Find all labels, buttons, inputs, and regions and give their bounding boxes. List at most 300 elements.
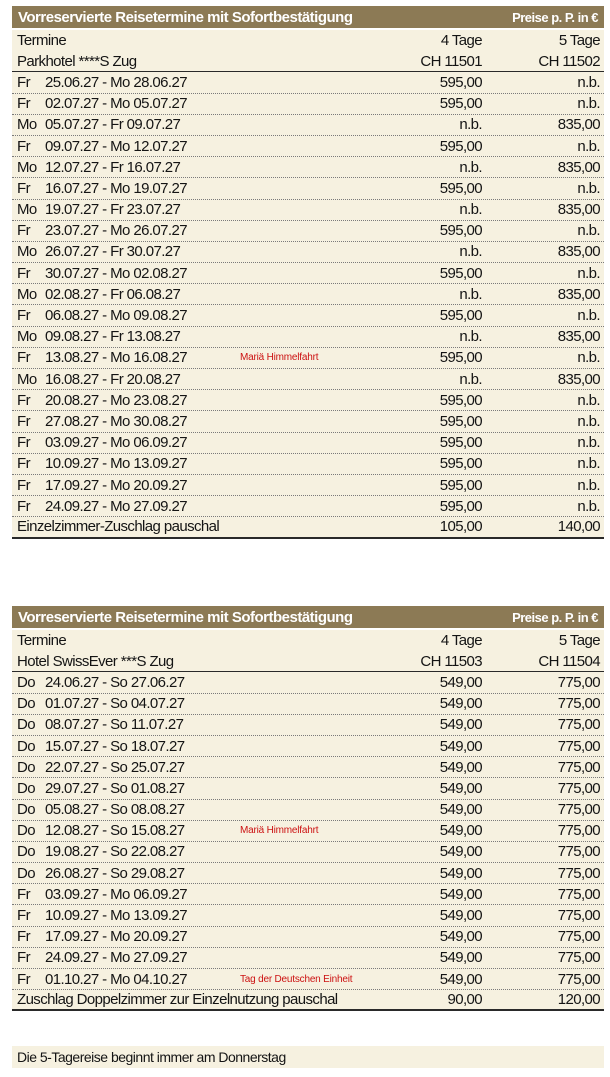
date-range [17, 74, 187, 91]
start-date: 26.08.27 [45, 864, 99, 882]
column-head-5-tage: 5 Tage [558, 32, 600, 50]
date-separator: - [98, 822, 111, 840]
end-date: 22.08.27 [130, 843, 185, 861]
table-row [12, 905, 604, 926]
holiday-note: Tag der Deutschen Einheit [240, 973, 353, 985]
date-separator: - [98, 264, 111, 282]
end-weekday: Mo [110, 928, 130, 946]
price-5-tage: n.b. [577, 455, 600, 473]
table-row [12, 200, 604, 221]
price-5-tage: 835,00 [557, 116, 600, 134]
surcharge-price-5-tage: 140,00 [557, 518, 600, 536]
table-row [12, 242, 604, 263]
date-rows [12, 672, 604, 990]
price-5-tage: 835,00 [557, 285, 600, 303]
date-separator: - [98, 95, 111, 113]
start-weekday: Fr [17, 970, 30, 988]
price-5-tage: 775,00 [557, 801, 600, 819]
price-5-tage: n.b. [577, 264, 600, 282]
price-4-tage: 595,00 [439, 95, 482, 113]
start-weekday: Do [17, 716, 35, 734]
date-range [17, 201, 180, 218]
start-date: 16.07.27 [45, 179, 99, 197]
price-4-tage: 595,00 [439, 455, 482, 473]
price-5-tage: 775,00 [557, 928, 600, 946]
date-separator: - [98, 801, 111, 819]
end-date: 08.08.27 [130, 801, 185, 819]
start-weekday: Mo [17, 201, 37, 219]
date-range [17, 159, 180, 176]
date-range [17, 843, 184, 860]
date-range [17, 116, 180, 133]
date-separator: - [98, 391, 111, 409]
hotel-name: Hotel SwissEver ***S Zug [17, 652, 174, 670]
price-5-tage: n.b. [577, 95, 600, 113]
holiday-note: Mariä Himmelfahrt [240, 352, 319, 364]
start-date: 24.09.27 [45, 497, 99, 515]
date-range [17, 477, 187, 494]
price-4-tage: n.b. [459, 328, 482, 346]
footnote: Die 5-Tagereise beginnt immer am Donnerstag [12, 1046, 604, 1068]
price-4-tage: n.b. [459, 243, 482, 261]
table-row [12, 948, 604, 969]
table-row [12, 800, 604, 821]
table-row [12, 305, 604, 326]
date-separator: - [98, 843, 111, 861]
start-weekday: Do [17, 737, 35, 755]
trip-code-5-tage: CH 11504 [538, 652, 600, 670]
end-weekday: Mo [110, 434, 130, 452]
price-4-tage: 549,00 [439, 864, 482, 882]
end-weekday: Mo [110, 222, 130, 240]
start-weekday: Fr [17, 137, 30, 155]
start-date: 26.07.27 [45, 243, 99, 261]
date-separator: - [98, 907, 111, 925]
table-row [12, 778, 604, 799]
start-date: 12.07.27 [45, 158, 99, 176]
price-4-tage: n.b. [459, 285, 482, 303]
end-date: 02.08.27 [133, 264, 187, 282]
start-date: 20.08.27 [45, 391, 99, 409]
table-row [12, 694, 604, 715]
end-date: 16.08.27 [133, 349, 187, 367]
price-5-tage: 775,00 [557, 843, 600, 861]
date-separator: - [98, 864, 111, 882]
price-5-tage: 775,00 [557, 907, 600, 925]
table-row [12, 433, 604, 454]
end-date: 15.08.27 [130, 822, 185, 840]
price-5-tage: n.b. [577, 73, 600, 91]
start-weekday: Mo [17, 285, 37, 303]
date-range [17, 738, 184, 755]
price-5-tage: n.b. [577, 307, 600, 325]
end-date: 01.08.27 [130, 779, 185, 797]
table-row [12, 715, 604, 736]
start-date: 16.08.27 [45, 370, 99, 388]
table-header-bar [12, 606, 604, 630]
price-4-tage: n.b. [459, 201, 482, 219]
start-date: 01.07.27 [45, 695, 99, 713]
end-date: 05.07.27 [133, 95, 187, 113]
start-weekday: Fr [17, 885, 30, 903]
start-date: 15.07.27 [45, 737, 99, 755]
date-range [17, 180, 187, 197]
end-date: 30.08.27 [133, 412, 187, 430]
table-header-bar [12, 6, 604, 30]
end-weekday: Mo [110, 264, 130, 282]
price-5-tage: 775,00 [557, 673, 600, 691]
price-5-tage: n.b. [577, 137, 600, 155]
date-range [17, 138, 187, 155]
trip-code-4-tage: CH 11501 [420, 52, 482, 70]
date-range [17, 759, 184, 776]
start-weekday: Fr [17, 222, 30, 240]
date-range [17, 865, 184, 882]
start-date: 02.08.27 [45, 285, 99, 303]
surcharge-price-4-tage: 90,00 [447, 991, 482, 1009]
end-weekday: So [110, 716, 128, 734]
start-weekday: Fr [17, 391, 30, 409]
date-separator: - [98, 116, 111, 134]
start-date: 09.08.27 [45, 328, 99, 346]
date-range [17, 371, 180, 388]
end-date: 04.10.27 [133, 970, 187, 988]
table-row [12, 369, 604, 390]
date-range [17, 949, 187, 966]
start-weekday: Mo [17, 158, 37, 176]
start-date: 27.08.27 [45, 412, 99, 430]
price-note: Preise p. P. in € [512, 609, 598, 625]
price-4-tage: 549,00 [439, 758, 482, 776]
start-date: 05.07.27 [45, 116, 99, 134]
end-weekday: Mo [110, 95, 130, 113]
price-4-tage: 549,00 [439, 928, 482, 946]
end-date: 18.07.27 [130, 737, 185, 755]
price-4-tage: 595,00 [439, 497, 482, 515]
price-5-tage: 835,00 [557, 370, 600, 388]
start-weekday: Fr [17, 907, 30, 925]
start-date: 24.06.27 [45, 673, 99, 691]
end-weekday: Fr [110, 116, 124, 134]
end-date: 30.07.27 [126, 243, 181, 261]
start-weekday: Do [17, 801, 35, 819]
end-date: 09.08.27 [133, 307, 187, 325]
surcharge-price-5-tage: 120,00 [557, 991, 600, 1009]
table-row [12, 348, 604, 369]
hotel-name: Parkhotel ****S Zug [17, 52, 137, 70]
column-label-termine: Termine [17, 32, 67, 50]
end-weekday: Mo [110, 497, 130, 515]
date-range [17, 780, 184, 797]
date-separator: - [98, 370, 111, 388]
end-weekday: So [110, 779, 128, 797]
table-row [12, 115, 604, 136]
start-date: 13.08.27 [45, 349, 99, 367]
table-row [12, 475, 604, 496]
date-range [17, 801, 184, 818]
price-5-tage: n.b. [577, 349, 600, 367]
start-weekday: Fr [17, 179, 30, 197]
table-row [12, 136, 604, 157]
price-5-tage: n.b. [577, 434, 600, 452]
end-weekday: Mo [110, 137, 130, 155]
holiday-note: Mariä Himmelfahrt [240, 825, 319, 837]
date-separator: - [98, 328, 111, 346]
end-weekday: Fr [110, 285, 124, 303]
date-range [17, 695, 184, 712]
table-row [12, 411, 604, 432]
price-4-tage: 549,00 [439, 907, 482, 925]
start-date: 10.09.27 [45, 455, 99, 473]
start-weekday: Fr [17, 349, 30, 367]
table-row [12, 157, 604, 178]
start-date: 24.09.27 [45, 949, 99, 967]
surcharge-row [12, 990, 604, 1011]
date-range [17, 434, 187, 451]
start-date: 10.09.27 [45, 907, 99, 925]
start-date: 17.09.27 [45, 928, 99, 946]
table-row [12, 72, 604, 93]
surcharge-label: Einzelzimmer-Zuschlag pauschal [17, 518, 220, 536]
date-separator: - [98, 695, 111, 713]
start-weekday: Do [17, 822, 35, 840]
table-title: Vorreservierte Reisetermine mit Sofortbestätigung [18, 8, 353, 26]
start-date: 05.08.27 [45, 801, 99, 819]
table-row [12, 969, 604, 990]
price-4-tage: 595,00 [439, 179, 482, 197]
date-range [17, 822, 184, 839]
table-row [12, 927, 604, 948]
end-date: 06.08.27 [126, 285, 181, 303]
price-5-tage: 775,00 [557, 864, 600, 882]
hotel-row [12, 651, 604, 672]
trip-code-4-tage: CH 11503 [420, 652, 482, 670]
end-date: 27.09.27 [133, 497, 187, 515]
date-range [17, 349, 187, 366]
end-weekday: So [110, 843, 128, 861]
date-separator: - [98, 476, 111, 494]
end-weekday: Fr [110, 158, 124, 176]
start-weekday: Mo [17, 243, 37, 261]
start-weekday: Do [17, 673, 35, 691]
start-date: 09.07.27 [45, 137, 99, 155]
price-5-tage: 775,00 [557, 949, 600, 967]
price-5-tage: n.b. [577, 476, 600, 494]
end-date: 20.08.27 [126, 370, 181, 388]
start-date: 06.08.27 [45, 307, 99, 325]
end-weekday: Fr [110, 328, 124, 346]
start-date: 19.08.27 [45, 843, 99, 861]
price-5-tage: 835,00 [557, 328, 600, 346]
date-separator: - [98, 201, 111, 219]
date-separator: - [98, 673, 111, 691]
price-5-tage: 775,00 [557, 695, 600, 713]
start-weekday: Do [17, 758, 35, 776]
end-weekday: So [110, 737, 128, 755]
table-row [12, 454, 604, 475]
date-range [17, 907, 187, 924]
end-weekday: Mo [110, 949, 130, 967]
start-date: 03.09.27 [45, 434, 99, 452]
price-4-tage: 595,00 [439, 307, 482, 325]
start-weekday: Do [17, 843, 35, 861]
date-range [17, 498, 187, 515]
price-4-tage: 549,00 [439, 737, 482, 755]
price-4-tage: 549,00 [439, 695, 482, 713]
price-4-tage: n.b. [459, 116, 482, 134]
price-4-tage: 595,00 [439, 476, 482, 494]
end-weekday: Mo [110, 885, 130, 903]
start-weekday: Fr [17, 412, 30, 430]
end-weekday: Mo [110, 970, 130, 988]
table-row [12, 757, 604, 778]
price-4-tage: 595,00 [439, 264, 482, 282]
start-weekday: Fr [17, 497, 30, 515]
price-5-tage: n.b. [577, 179, 600, 197]
surcharge-price-4-tage: 105,00 [439, 518, 482, 536]
date-separator: - [98, 970, 111, 988]
start-date: 02.07.27 [45, 95, 99, 113]
table-row [12, 178, 604, 199]
date-range [17, 286, 180, 303]
date-separator: - [98, 779, 111, 797]
date-separator: - [98, 349, 111, 367]
start-weekday: Fr [17, 476, 30, 494]
date-range [17, 413, 187, 430]
column-header-row [12, 630, 604, 651]
price-4-tage: 595,00 [439, 222, 482, 240]
table-row [12, 884, 604, 905]
start-weekday: Fr [17, 307, 30, 325]
table-row [12, 94, 604, 115]
end-date: 04.07.27 [130, 695, 185, 713]
date-range [17, 971, 187, 988]
date-separator: - [98, 455, 111, 473]
price-4-tage: 549,00 [439, 843, 482, 861]
end-date: 16.07.27 [126, 158, 181, 176]
date-separator: - [98, 222, 111, 240]
date-separator: - [98, 737, 111, 755]
end-date: 06.09.27 [133, 434, 187, 452]
start-date: 01.10.27 [45, 970, 99, 988]
price-5-tage: 775,00 [557, 885, 600, 903]
table-row [12, 863, 604, 884]
date-range [17, 95, 187, 112]
date-range [17, 222, 187, 239]
surcharge-row [12, 517, 604, 538]
date-separator: - [98, 73, 111, 91]
end-date: 13.09.27 [133, 907, 187, 925]
column-head-5-tage: 5 Tage [558, 632, 600, 650]
trip-code-5-tage: CH 11502 [538, 52, 600, 70]
table-row [12, 327, 604, 348]
date-range [17, 328, 180, 345]
date-range [17, 886, 187, 903]
end-weekday: So [110, 822, 128, 840]
end-weekday: Mo [110, 179, 130, 197]
price-4-tage: 595,00 [439, 349, 482, 367]
start-weekday: Fr [17, 73, 30, 91]
end-weekday: So [110, 673, 128, 691]
start-weekday: Mo [17, 116, 37, 134]
end-date: 26.07.27 [133, 222, 187, 240]
table-row [12, 821, 604, 842]
table-row [12, 390, 604, 411]
price-5-tage: n.b. [577, 497, 600, 515]
end-weekday: Fr [110, 201, 124, 219]
end-weekday: Mo [110, 391, 130, 409]
date-range [17, 455, 187, 472]
end-weekday: So [110, 695, 128, 713]
end-date: 19.07.27 [133, 179, 187, 197]
date-separator: - [98, 137, 111, 155]
price-5-tage: 835,00 [557, 243, 600, 261]
table-title: Vorreservierte Reisetermine mit Sofortbestätigung [18, 608, 353, 626]
price-4-tage: 595,00 [439, 137, 482, 155]
table-row [12, 496, 604, 517]
surcharge-label: Zuschlag Doppelzimmer zur Einzelnutzung pauschal [17, 991, 338, 1009]
price-5-tage: n.b. [577, 222, 600, 240]
date-range [17, 928, 187, 945]
price-5-tage: 775,00 [557, 716, 600, 734]
column-head-4-tage: 4 Tage [440, 632, 482, 650]
date-rows [12, 72, 604, 517]
price-5-tage: 775,00 [557, 758, 600, 776]
column-label-termine: Termine [17, 632, 67, 650]
start-date: 23.07.27 [45, 222, 99, 240]
start-weekday: Do [17, 779, 35, 797]
price-4-tage: 549,00 [439, 673, 482, 691]
price-4-tage: 549,00 [439, 949, 482, 967]
start-date: 19.07.27 [45, 201, 99, 219]
start-weekday: Fr [17, 264, 30, 282]
start-weekday: Do [17, 864, 35, 882]
date-range [17, 716, 183, 733]
date-separator: - [98, 285, 111, 303]
date-separator: - [98, 412, 111, 430]
date-separator: - [98, 716, 111, 734]
date-separator: - [98, 758, 111, 776]
start-weekday: Fr [17, 434, 30, 452]
date-separator: - [98, 158, 111, 176]
end-date: 29.08.27 [130, 864, 185, 882]
price-4-tage: 549,00 [439, 885, 482, 903]
price-5-tage: 835,00 [557, 201, 600, 219]
end-date: 13.09.27 [133, 455, 187, 473]
start-date: 08.07.27 [45, 716, 99, 734]
start-date: 17.09.27 [45, 476, 99, 494]
date-separator: - [98, 949, 111, 967]
price-5-tage: 775,00 [557, 822, 600, 840]
price-5-tage: 775,00 [557, 779, 600, 797]
hotel-row [12, 51, 604, 72]
price-4-tage: 595,00 [439, 412, 482, 430]
start-weekday: Do [17, 695, 35, 713]
price-4-tage: 549,00 [439, 779, 482, 797]
end-date: 28.06.27 [133, 73, 187, 91]
end-weekday: Mo [110, 412, 130, 430]
price-note: Preise p. P. in € [512, 9, 598, 25]
date-separator: - [98, 243, 111, 261]
price-table-swissever [12, 606, 604, 1011]
price-5-tage: 775,00 [557, 737, 600, 755]
price-4-tage: 595,00 [439, 391, 482, 409]
date-range [17, 392, 187, 409]
date-separator: - [98, 497, 111, 515]
end-weekday: Mo [110, 455, 130, 473]
end-weekday: Mo [110, 907, 130, 925]
end-date: 27.06.27 [130, 673, 185, 691]
